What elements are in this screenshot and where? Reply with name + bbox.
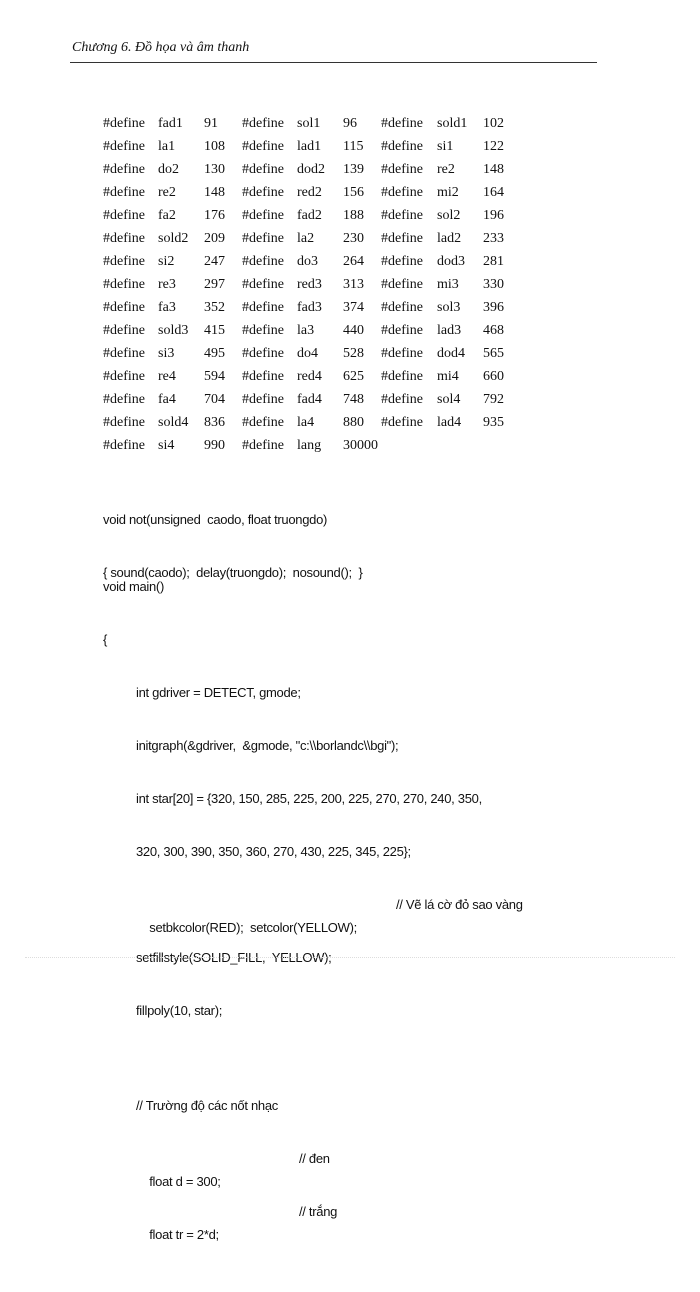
- define-keyword: #define: [381, 139, 423, 154]
- define-value: 130: [204, 162, 225, 177]
- define-keyword: #define: [381, 415, 423, 430]
- define-name: do4: [297, 346, 318, 361]
- define-name: re3: [158, 277, 176, 292]
- define-name: red3: [297, 277, 322, 292]
- define-value: 935: [483, 415, 504, 430]
- define-name: lad3: [437, 323, 462, 338]
- define-keyword: #define: [381, 346, 423, 361]
- define-keyword: #define: [381, 116, 423, 131]
- code-line: { sound(caodo); delay(truongdo); nosound(); }: [103, 565, 363, 580]
- define-keyword: #define: [103, 346, 145, 361]
- define-name: do2: [158, 162, 179, 177]
- define-name: re2: [158, 185, 176, 200]
- define-name: dod2: [297, 162, 325, 177]
- define-keyword: #define: [103, 231, 145, 246]
- define-value: 748: [343, 392, 364, 407]
- main-function-block: [103, 545, 523, 1242]
- define-name: lad4: [437, 415, 462, 430]
- define-name: re4: [158, 369, 176, 384]
- define-value: 313: [343, 277, 364, 292]
- define-name: sol2: [437, 208, 461, 223]
- code-comment: // Vẽ lá cờ đỏ sao vàng: [396, 897, 523, 912]
- define-name: dod4: [437, 346, 465, 361]
- code-comment: // trắng: [299, 1204, 338, 1219]
- define-keyword: #define: [103, 300, 145, 315]
- define-value: 565: [483, 346, 504, 361]
- define-name: red2: [297, 185, 322, 200]
- code-line: setfillstyle(SOLID_FILL, YELLOW);: [136, 950, 332, 965]
- code-comment: // đen: [299, 1151, 330, 1166]
- define-keyword: #define: [242, 254, 284, 269]
- define-keyword: #define: [103, 116, 145, 131]
- blank-line: [103, 1052, 482, 1064]
- code-line-with-comment: [103, 1200, 482, 1242]
- define-name: mi2: [437, 185, 459, 200]
- define-name: mi3: [437, 277, 459, 292]
- define-keyword: #define: [242, 277, 284, 292]
- define-keyword: #define: [242, 300, 284, 315]
- code-text: float tr = 2*d;: [149, 1227, 219, 1242]
- define-value: 990: [204, 438, 225, 453]
- define-name: fa2: [158, 208, 176, 223]
- define-value: 122: [483, 139, 504, 154]
- define-name: sol3: [437, 300, 461, 315]
- define-value: 374: [343, 300, 364, 315]
- define-keyword: #define: [242, 231, 284, 246]
- define-value: 196: [483, 208, 504, 223]
- define-value: 96: [343, 116, 357, 131]
- define-value: 164: [483, 185, 504, 200]
- define-name: sold2: [158, 231, 189, 246]
- define-name: si4: [158, 438, 175, 453]
- code-line: int gdriver = DETECT, gmode;: [136, 685, 301, 700]
- define-keyword: #define: [242, 162, 284, 177]
- define-value: 396: [483, 300, 504, 315]
- define-name: mi4: [437, 369, 459, 384]
- define-keyword: #define: [103, 254, 145, 269]
- define-value: 330: [483, 277, 504, 292]
- define-value: 264: [343, 254, 364, 269]
- code-line-with-comment: [103, 893, 523, 935]
- define-value: 148: [483, 162, 504, 177]
- define-value: 108: [204, 139, 225, 154]
- define-name: re2: [437, 162, 455, 177]
- define-value: 230: [343, 231, 364, 246]
- define-name: sol1: [297, 116, 321, 131]
- define-name: lad1: [297, 139, 322, 154]
- define-value: 91: [204, 116, 218, 131]
- code-line: 320, 300, 390, 350, 360, 270, 430, 225, 345, 225};: [136, 844, 411, 859]
- define-value: 625: [343, 369, 364, 384]
- chapter-header: Chương 6. Đồ họa và âm thanh: [72, 40, 250, 55]
- define-value: 281: [483, 254, 504, 269]
- define-name: si3: [158, 346, 175, 361]
- define-keyword: #define: [381, 162, 423, 177]
- code-line: int star[20] = {320, 150, 285, 225, 200, 225, 270, 270, 240, 350,: [136, 791, 482, 806]
- code-line: void not(unsigned caodo, float truongdo): [103, 512, 328, 527]
- define-value: 188: [343, 208, 364, 223]
- define-value: 233: [483, 231, 504, 246]
- define-name: fa4: [158, 392, 176, 407]
- define-keyword: #define: [242, 392, 284, 407]
- define-value: 792: [483, 392, 504, 407]
- code-line: {: [103, 632, 108, 647]
- define-name: lad2: [437, 231, 462, 246]
- define-keyword: #define: [242, 323, 284, 338]
- code-text: float d = 300;: [149, 1174, 221, 1189]
- define-keyword: #define: [103, 185, 145, 200]
- define-keyword: #define: [381, 369, 423, 384]
- define-keyword: #define: [381, 185, 423, 200]
- define-value: 528: [343, 346, 364, 361]
- define-value: 209: [204, 231, 225, 246]
- define-name: fad1: [158, 116, 183, 131]
- define-keyword: #define: [242, 185, 284, 200]
- define-keyword: #define: [103, 438, 145, 453]
- define-keyword: #define: [381, 277, 423, 292]
- define-value: 297: [204, 277, 225, 292]
- define-value: 176: [204, 208, 225, 223]
- define-value: 440: [343, 323, 364, 338]
- define-value: 30000: [343, 438, 378, 453]
- page-bottom-edge: [25, 957, 675, 958]
- define-name: si1: [437, 139, 454, 154]
- code-text: setbkcolor(RED); setcolor(YELLOW);: [149, 920, 357, 935]
- define-name: red4: [297, 369, 322, 384]
- define-keyword: #define: [242, 438, 284, 453]
- define-keyword: #define: [242, 346, 284, 361]
- define-value: 594: [204, 369, 225, 384]
- define-value: 880: [343, 415, 364, 430]
- define-keyword: #define: [103, 277, 145, 292]
- define-value: 468: [483, 323, 504, 338]
- define-keyword: #define: [242, 208, 284, 223]
- define-value: 704: [204, 392, 225, 407]
- define-value: 415: [204, 323, 225, 338]
- define-name: dod3: [437, 254, 465, 269]
- define-keyword: #define: [381, 231, 423, 246]
- define-value: 495: [204, 346, 225, 361]
- define-name: sold1: [437, 116, 468, 131]
- define-name: lang: [297, 438, 322, 453]
- define-name: fad2: [297, 208, 322, 223]
- define-name: fad4: [297, 392, 322, 407]
- define-keyword: #define: [242, 415, 284, 430]
- code-line-with-comment: [103, 1147, 482, 1189]
- define-name: sol4: [437, 392, 461, 407]
- define-name: fa3: [158, 300, 176, 315]
- define-name: la1: [158, 139, 176, 154]
- define-value: 156: [343, 185, 364, 200]
- define-name: la3: [297, 323, 315, 338]
- define-name: si2: [158, 254, 175, 269]
- define-keyword: #define: [381, 323, 423, 338]
- define-value: 115: [343, 139, 364, 154]
- define-keyword: #define: [103, 392, 145, 407]
- define-keyword: #define: [103, 369, 145, 384]
- define-keyword: #define: [103, 208, 145, 223]
- define-name: la4: [297, 415, 315, 430]
- define-value: 102: [483, 116, 504, 131]
- code-line: initgraph(&gdriver, &gmode, "c:\\borlandc\\bgi");: [136, 738, 399, 753]
- define-keyword: #define: [103, 323, 145, 338]
- define-name: fad3: [297, 300, 322, 315]
- code-line: void main(): [103, 579, 164, 594]
- define-keyword: #define: [381, 254, 423, 269]
- code-comment-line: // Trường độ các nốt nhạc: [136, 1098, 278, 1113]
- define-value: 247: [204, 254, 225, 269]
- define-value: 836: [204, 415, 225, 430]
- define-keyword: #define: [381, 300, 423, 315]
- define-value: 352: [204, 300, 225, 315]
- define-keyword: #define: [103, 162, 145, 177]
- define-keyword: #define: [381, 208, 423, 223]
- header-divider: [70, 62, 597, 63]
- define-keyword: #define: [242, 139, 284, 154]
- define-keyword: #define: [103, 415, 145, 430]
- define-keyword: #define: [242, 369, 284, 384]
- define-keyword: #define: [381, 392, 423, 407]
- define-keyword: #define: [103, 139, 145, 154]
- define-value: 139: [343, 162, 364, 177]
- define-value: 660: [483, 369, 504, 384]
- define-name: sold4: [158, 415, 189, 430]
- define-name: la2: [297, 231, 315, 246]
- define-keyword: #define: [242, 116, 284, 131]
- code-line: fillpoly(10, star);: [136, 1003, 223, 1018]
- define-name: sold3: [158, 323, 189, 338]
- define-value: 148: [204, 185, 225, 200]
- define-name: do3: [297, 254, 318, 269]
